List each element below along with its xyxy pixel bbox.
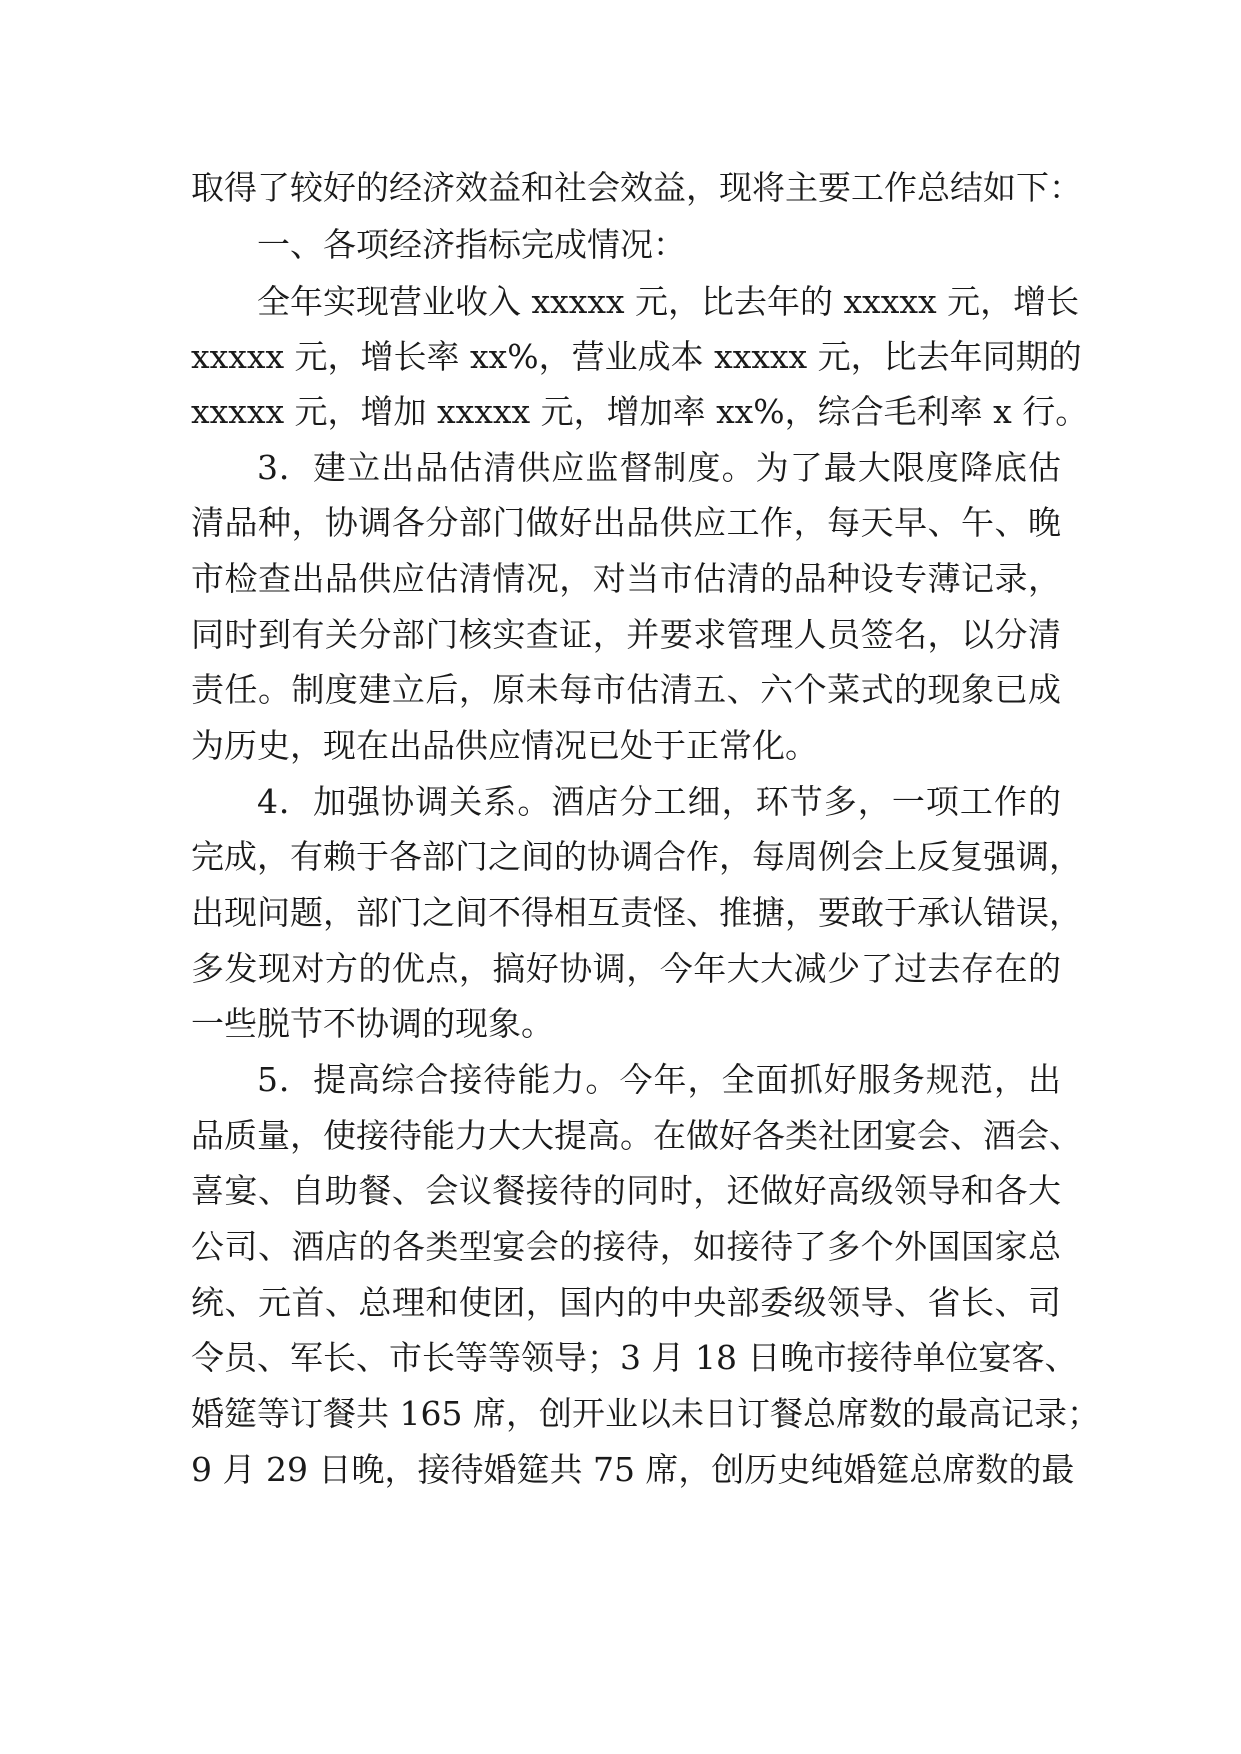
section-heading: 一、各项经济指标完成情况： bbox=[257, 225, 686, 264]
text-line: 公司、酒店的各类型宴会的接待，如接待了多个外国国家总 bbox=[191, 1227, 1061, 1266]
paragraph-start: 5．提高综合接待能力。今年，全面抓好服务规范，出 bbox=[257, 1060, 1061, 1099]
text-line: 同时到有关分部门核实查证，并要求管理人员签名，以分清 bbox=[191, 615, 1061, 654]
paragraph-start: 3．建立出品估清供应监督制度。为了最大限度降底估 bbox=[257, 448, 1061, 487]
text-line: 取得了较好的经济效益和社会效益，现将主要工作总结如下： bbox=[191, 168, 1082, 207]
text-line: 为历史，现在出品供应情况已处于正常化。 bbox=[191, 726, 818, 765]
text-line: 品质量，使接待能力大大提高。在做好各类社团宴会、酒会、 bbox=[191, 1116, 1082, 1155]
text-line: 完成，有赖于各部门之间的协调合作，每周例会上反复强调， bbox=[191, 837, 1082, 876]
text-line: 令员、军长、市长等等领导；3 月 18 日晚市接待单位宴客、 bbox=[191, 1338, 1078, 1377]
text-line: 统、元首、总理和使团，国内的中央部委级领导、省长、司 bbox=[191, 1283, 1061, 1322]
text-line: 全年实现营业收入 xxxxx 元，比去年的 xxxxx 元，增长 bbox=[257, 282, 1080, 321]
paragraph-start: 4．加强协调关系。酒店分工细，环节多，一项工作的 bbox=[257, 782, 1061, 821]
text-line: 婚筵等订餐共 165 席，创开业以未日订餐总席数的最高记录； bbox=[191, 1394, 1100, 1433]
text-line: 责任。制度建立后，原未每市估清五、六个菜式的现象已成 bbox=[191, 670, 1061, 709]
text-line: 市检查出品供应估清情况，对当市估清的品种设专薄记录， bbox=[191, 559, 1061, 598]
text-line: 清品种，协调各分部门做好出品供应工作，每天早、午、晚 bbox=[191, 503, 1061, 542]
text-line: 出现问题，部门之间不得相互责怪、推搪，要敢于承认错误， bbox=[191, 893, 1082, 932]
text-line: 喜宴、自助餐、会议餐接待的同时，还做好高级领导和各大 bbox=[191, 1171, 1061, 1210]
text-line: 多发现对方的优点，搞好协调，今年大大减少了过去存在的 bbox=[191, 949, 1061, 988]
text-line: xxxxx 元，增加 xxxxx 元，增加率 xx%，综合毛利率 x 行。 bbox=[191, 392, 1089, 431]
text-line: 9 月 29 日晚，接待婚筵共 75 席，创历史纯婚筵总席数的最 bbox=[191, 1450, 1075, 1489]
text-line: xxxxx 元，增长率 xx%，营业成本 xxxxx 元，比去年同期的 bbox=[191, 337, 1082, 376]
text-line: 一些脱节不协调的现象。 bbox=[191, 1004, 554, 1043]
